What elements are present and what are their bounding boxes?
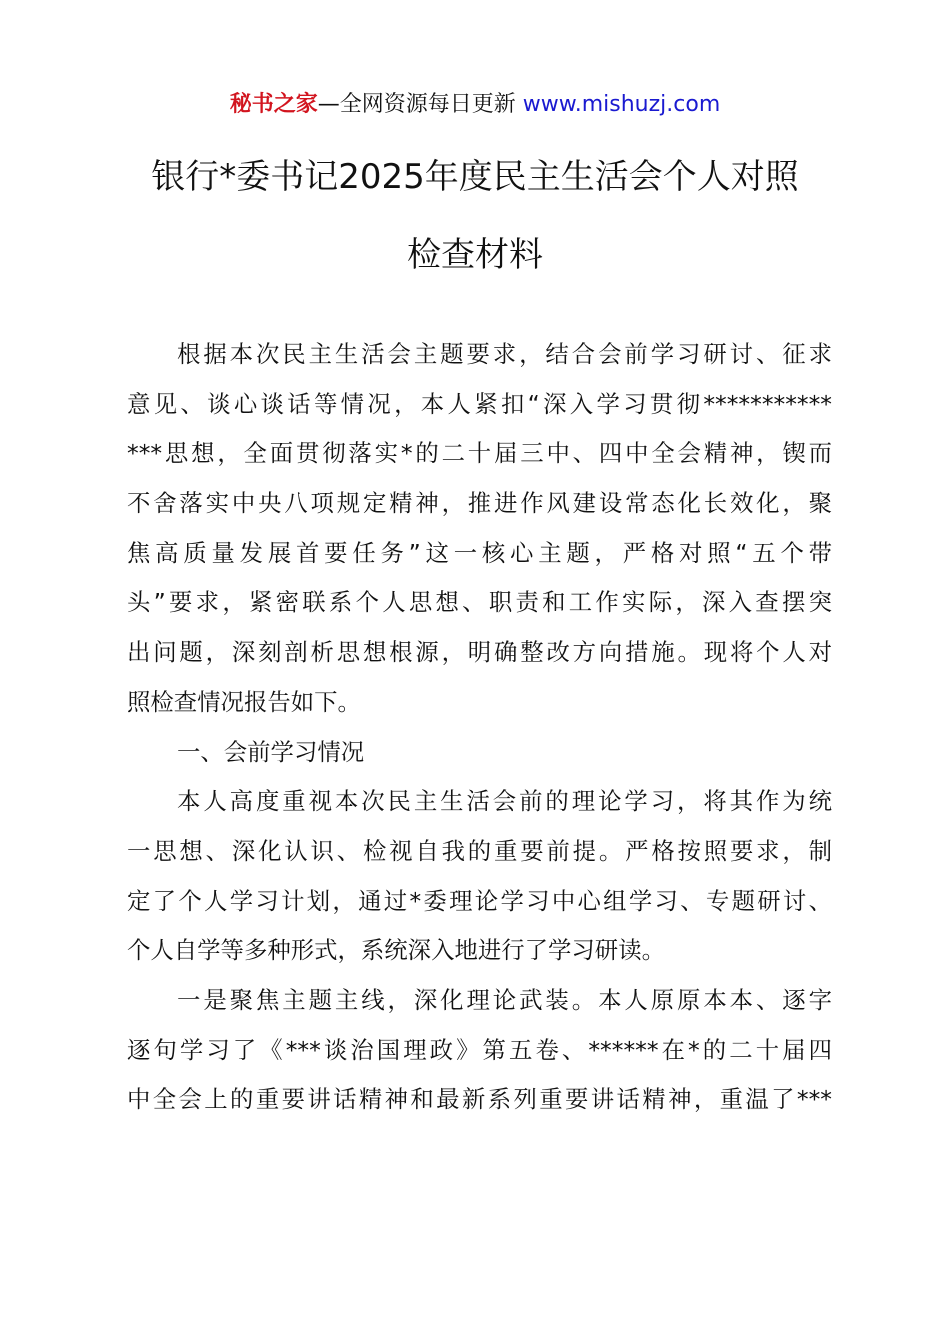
- document-body: [127, 330, 832, 1125]
- body-text-line: 不舍落实中央八项规定精神，推进作风建设常态化长效化，聚: [127, 489, 832, 518]
- body-text-line: 中全会上的重要讲话精神和最新系列重要讲话精神，重温了***: [127, 1085, 832, 1114]
- body-text-line: 一思想、深化认识、检视自我的重要前提。严格按照要求，制: [127, 836, 832, 865]
- body-text-line: ***思想，全面贯彻落实*的二十届三中、四中全会精神，锲而: [127, 439, 832, 468]
- body-text-line: 本人高度重视本次民主生活会前的理论学习，将其作为统: [177, 787, 832, 816]
- body-text-line: 个人自学等多种形式，系统深入地进行了学习研读。: [127, 936, 665, 965]
- site-header: [0, 88, 950, 122]
- body-text-line: 一、会前学习情况: [177, 737, 365, 766]
- site-url-link[interactable]: www.mishuzj.com: [522, 92, 721, 117]
- body-text-line: 定了个人学习计划，通过*委理论学习中心组学习、专题研讨、: [127, 886, 832, 915]
- header-slogan: —全网资源每日更新: [317, 92, 523, 117]
- body-text-line: 根据本次民主生活会主题要求，结合会前学习研讨、征求: [177, 340, 832, 368]
- body-text-line: 焦高质量发展首要任务”这一核心主题，严格对照“五个带: [127, 538, 832, 567]
- title-line-2: 检查材料: [407, 235, 543, 275]
- document-title: [60, 152, 890, 308]
- body-text-line: 照检查情况报告如下。: [127, 687, 361, 716]
- body-text-line: 出问题，深刻剖析思想根源，明确整改方向措施。现将个人对: [127, 638, 832, 667]
- title-line-1: 银行*委书记2025年度民主生活会个人对照: [151, 157, 799, 197]
- body-text-line: 头”要求，紧密联系个人思想、职责和工作实际，深入查摆突: [127, 588, 832, 617]
- body-text-line: 意见、谈心谈话等情况，本人紧扣“深入学习贯彻***********: [127, 389, 832, 418]
- body-text-line: 逐句学习了《***谈治国理政》第五卷、******在*的二十届四: [127, 1035, 832, 1064]
- body-text-line: 一是聚焦主题主线，深化理论武装。本人原原本本、逐字: [177, 985, 832, 1014]
- site-brand: 秘书之家: [229, 92, 318, 117]
